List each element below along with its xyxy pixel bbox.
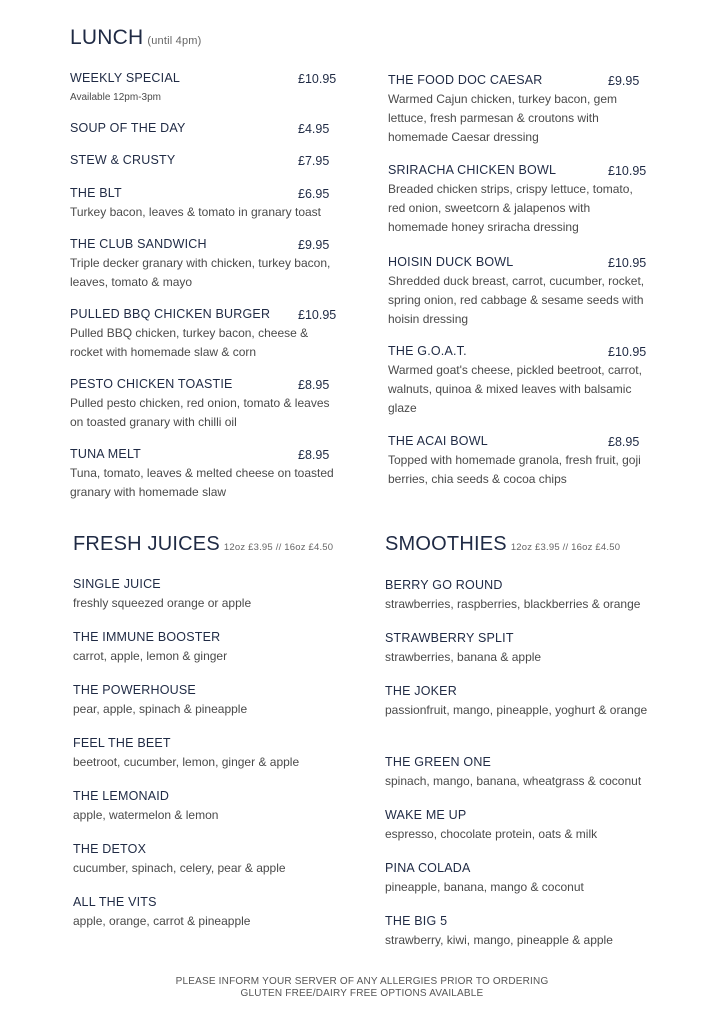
item-price: £10.95 xyxy=(608,164,647,178)
dietary-notice: GLUTEN FREE/DAIRY FREE OPTIONS AVAILABLE xyxy=(240,988,484,999)
item-description: Shredded duck breast, carrot, cucumber, rocket, spring onion, red cabbage & sesame seeds with hoisin dressing xyxy=(388,274,645,326)
item-name: THE CLUB SANDWICH xyxy=(70,237,207,251)
juices-title: FRESH JUICES xyxy=(73,533,220,555)
item-name: THE POWERHOUSE xyxy=(73,683,196,697)
item-name: WEEKLY SPECIAL xyxy=(70,71,181,85)
item-price: £7.95 xyxy=(298,154,330,168)
smoothies-heading xyxy=(385,533,620,556)
item-price: £9.95 xyxy=(608,74,640,88)
lunch-note: (until 4pm) xyxy=(147,35,202,47)
smoothie-item xyxy=(385,755,685,791)
smoothies-price-note: 12oz £3.95 // 16oz £4.50 xyxy=(510,542,621,553)
item-name: PULLED BBQ CHICKEN BURGER xyxy=(70,307,271,321)
item-description: Topped with homemade granola, fresh fruit, goji berries, chia seeds & cocoa chips xyxy=(388,453,641,486)
smoothies-title: SMOOTHIES xyxy=(385,533,507,555)
item-price: £8.95 xyxy=(608,435,640,449)
juice-item xyxy=(73,683,363,719)
item-price: £6.95 xyxy=(298,187,330,201)
juice-item xyxy=(73,577,363,613)
item-price: £8.95 xyxy=(298,378,330,392)
item-description: passionfruit, mango, pineapple, yoghurt & orange xyxy=(385,703,648,717)
item-name: SINGLE JUICE xyxy=(73,577,161,591)
allergy-notice: PLEASE INFORM YOUR SERVER OF ANY ALLERGIES PRIOR TO ORDERING xyxy=(175,976,549,987)
item-name: THE ACAI BOWL xyxy=(388,434,488,448)
juices-heading xyxy=(73,533,333,556)
item-description: Warmed goat's cheese, pickled beetroot, carrot, walnuts, quinoa & mixed leaves with balsamic glaze xyxy=(388,363,642,415)
item-description: Available 12pm-3pm xyxy=(70,92,161,103)
item-name: PESTO CHICKEN TOASTIE xyxy=(70,377,233,391)
lunch-item xyxy=(70,307,338,362)
footer xyxy=(0,976,724,1000)
juice-item xyxy=(73,789,363,825)
item-description: strawberries, banana & apple xyxy=(385,650,542,664)
item-description: Tuna, tomato, leaves & melted cheese on toasted granary with homemade slaw xyxy=(70,466,334,499)
item-price: £10.95 xyxy=(608,256,647,270)
item-price: £8.95 xyxy=(298,448,330,462)
juices-price-note: 12oz £3.95 // 16oz £4.50 xyxy=(223,542,334,553)
item-description: pear, apple, spinach & pineapple xyxy=(73,702,248,716)
item-description: apple, orange, carrot & pineapple xyxy=(73,914,251,928)
lunch-item xyxy=(70,121,338,135)
juice-item xyxy=(73,895,363,931)
lunch-item xyxy=(388,73,646,147)
smoothie-item xyxy=(385,861,685,897)
item-description: Breaded chicken strips, crispy lettuce, tomato, red onion, sweetcorn & jalapenos with homemade honey sriracha dressing xyxy=(388,182,633,234)
smoothie-item xyxy=(385,631,685,667)
juice-item xyxy=(73,630,363,666)
item-description: Warmed Cajun chicken, turkey bacon, gem lettuce, fresh parmesan & croutons with homemade Caesar dressing xyxy=(388,92,617,144)
item-description: beetroot, cucumber, lemon, ginger & apple xyxy=(73,755,300,769)
item-name: THE G.O.A.T. xyxy=(388,344,467,358)
lunch-item xyxy=(388,344,646,418)
item-name: THE IMMUNE BOOSTER xyxy=(73,630,221,644)
smoothie-item xyxy=(385,808,685,844)
item-name: THE BIG 5 xyxy=(385,914,448,928)
item-name: WAKE ME UP xyxy=(385,808,467,822)
item-description: Pulled BBQ chicken, turkey bacon, cheese & rocket with homemade slaw & corn xyxy=(70,326,309,359)
item-description: freshly squeezed orange or apple xyxy=(73,596,252,610)
lunch-item xyxy=(70,447,338,502)
smoothie-item xyxy=(385,684,685,720)
item-name: THE BLT xyxy=(70,186,122,200)
juice-item xyxy=(73,736,363,772)
item-description: apple, watermelon & lemon xyxy=(73,808,219,822)
lunch-item xyxy=(70,186,338,222)
item-description: spinach, mango, banana, wheatgrass & coconut xyxy=(385,774,642,788)
item-name: STEW & CRUSTY xyxy=(70,153,176,167)
item-name: SRIRACHA CHICKEN BOWL xyxy=(388,163,557,177)
item-price: £4.95 xyxy=(298,122,330,136)
item-name: THE GREEN ONE xyxy=(385,755,492,769)
item-description: strawberries, raspberries, blackberries & orange xyxy=(385,597,641,611)
lunch-item xyxy=(70,237,338,292)
item-name: HOISIN DUCK BOWL xyxy=(388,255,514,269)
lunch-item xyxy=(388,434,646,489)
lunch-heading xyxy=(70,26,202,50)
item-description: espresso, chocolate protein, oats & milk xyxy=(385,827,598,841)
lunch-item xyxy=(70,71,338,107)
smoothie-item xyxy=(385,578,685,614)
item-name: THE FOOD DOC CAESAR xyxy=(388,73,543,87)
item-description: pineapple, banana, mango & coconut xyxy=(385,880,584,894)
item-name: PINA COLADA xyxy=(385,861,471,875)
juice-item xyxy=(73,842,363,878)
lunch-item xyxy=(70,153,338,167)
item-name: TUNA MELT xyxy=(70,447,142,461)
item-name: THE LEMONAID xyxy=(73,789,170,803)
item-name: ALL THE VITS xyxy=(73,895,157,909)
item-name: SOUP OF THE DAY xyxy=(70,121,186,135)
item-description: Turkey bacon, leaves & tomato in granary toast xyxy=(70,205,322,219)
item-description: carrot, apple, lemon & ginger xyxy=(73,649,228,663)
item-name: BERRY GO ROUND xyxy=(385,578,503,592)
lunch-title: LUNCH xyxy=(70,26,144,49)
item-name: THE DETOX xyxy=(73,842,147,856)
item-price: £10.95 xyxy=(298,72,337,86)
item-name: FEEL THE BEET xyxy=(73,736,171,750)
item-description: strawberry, kiwi, mango, pineapple & apple xyxy=(385,933,613,947)
item-description: Pulled pesto chicken, red onion, tomato & leaves on toasted granary with chilli oil xyxy=(70,396,330,429)
item-description: cucumber, spinach, celery, pear & apple xyxy=(73,861,286,875)
item-description: Triple decker granary with chicken, turkey bacon, leaves, tomato & mayo xyxy=(70,256,331,289)
smoothie-item xyxy=(385,914,685,950)
item-price: £10.95 xyxy=(608,345,647,359)
item-name: STRAWBERRY SPLIT xyxy=(385,631,514,645)
item-name: THE JOKER xyxy=(385,684,457,698)
lunch-item xyxy=(388,163,646,237)
lunch-item xyxy=(388,255,646,329)
lunch-item xyxy=(70,377,338,432)
item-price: £9.95 xyxy=(298,238,330,252)
item-price: £10.95 xyxy=(298,308,337,322)
